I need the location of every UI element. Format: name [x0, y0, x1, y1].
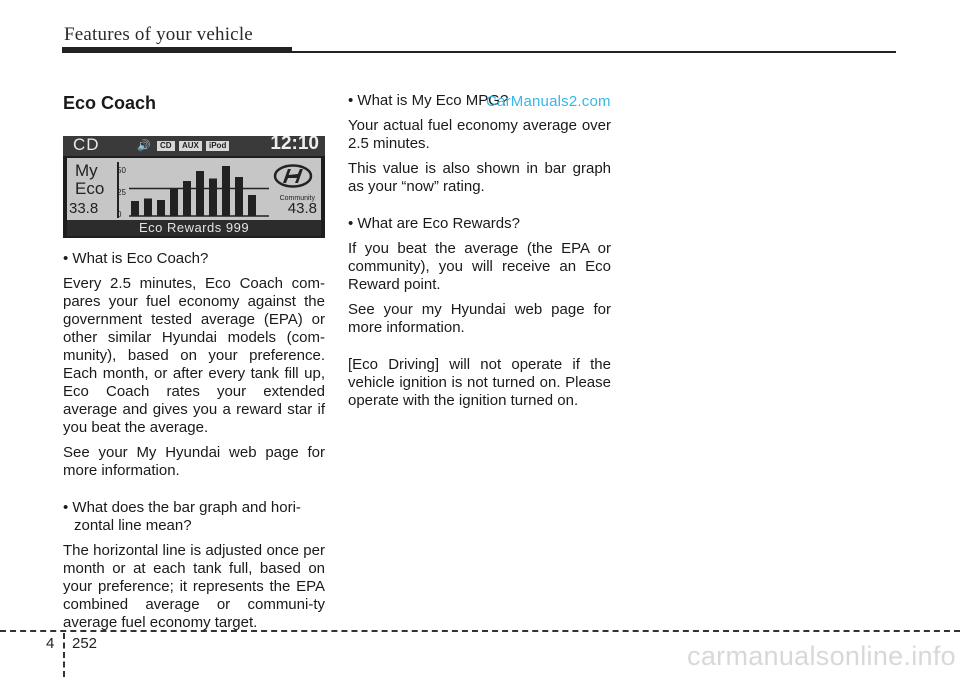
scale-label-top: 50	[117, 166, 126, 175]
my-eco-label	[75, 162, 104, 198]
watermark: CarManuals2.com	[486, 93, 611, 110]
display-tag-ipod: iPod	[206, 141, 229, 151]
header-title: Features of your vehicle	[64, 24, 253, 45]
display-body	[67, 158, 321, 236]
my-eco-line2: Eco	[75, 179, 105, 198]
question-bar-graph: • What does the bar graph and hori-zontal line mean?	[63, 499, 301, 534]
eco-coach-display	[63, 136, 325, 238]
paragraph-now-rating: This value is also shown in bar graph as your “now” rating.	[348, 160, 611, 195]
eco-bar-6	[196, 171, 204, 216]
paragraph-my-hyundai-info: See your my Hyundai web page for more information.	[348, 301, 611, 336]
section-title: Eco Coach	[63, 93, 157, 113]
my-eco-value: 33.8	[69, 200, 99, 217]
scale-label-mid: 25	[117, 188, 126, 197]
footer-rule	[0, 630, 960, 632]
eco-rewards-bar: Eco Rewards 999	[67, 220, 321, 236]
question-what-is-eco-coach: • What is Eco Coach?	[63, 250, 209, 267]
header-rule-thick	[62, 47, 292, 53]
eco-bar-2	[144, 199, 152, 217]
speaker-icon: 🔊	[137, 140, 151, 152]
display-time: 12:10	[270, 136, 319, 154]
page-number: 252	[72, 635, 98, 652]
paragraph-eco-reward-point: If you beat the average (the EPA or community), you will receive an Eco Reward point.	[348, 240, 611, 293]
community-label: Community	[279, 195, 315, 202]
community-value: 43.8	[287, 200, 317, 217]
question-eco-rewards: • What are Eco Rewards?	[348, 215, 520, 232]
display-mode: CD	[73, 136, 100, 154]
left-column	[63, 92, 325, 639]
eco-bar-graph	[117, 162, 269, 218]
hyundai-logo-icon	[273, 164, 313, 188]
paragraph-eco-coach-description: Every 2.5 minutes, Eco Coach com-pares your fuel economy against the government tested average (EPA) or other similar Hyundai models (com-munity), based on your preference. Each month, or after every tank fill up, Eco Coach rates your extended average and gives you a reward star if you beat the average.	[63, 275, 325, 436]
eco-bar-4	[170, 189, 178, 217]
eco-bar-8	[222, 166, 230, 216]
eco-bar-9	[235, 177, 243, 216]
right-column	[348, 92, 611, 417]
footer-site-watermark: carmanualsonline.info	[687, 641, 956, 671]
paragraph-eco-driving-note: [Eco Driving] will not operate if the vehicle ignition is not turned on. Please operate with the ignition turned on.	[348, 356, 611, 409]
footer-vertical-rule	[63, 633, 65, 677]
paragraph-web-page-info: See your My Hyundai web page for more information.	[63, 444, 325, 479]
header-rule	[290, 51, 896, 53]
eco-bar-5	[183, 181, 191, 216]
display-tag-aux: AUX	[179, 141, 202, 151]
eco-bar-7	[209, 179, 217, 217]
my-eco-line1: My	[75, 161, 98, 180]
eco-bar-1	[131, 201, 139, 216]
scale-label-bottom: 0	[117, 210, 122, 219]
chapter-number: 4	[46, 635, 55, 652]
bars-svg	[129, 162, 269, 218]
eco-bar-10	[248, 195, 256, 216]
paragraph-fuel-economy-average: Your actual fuel economy average over 2.5 minutes.	[348, 117, 611, 152]
paragraph-horizontal-line: The horizontal line is adjusted once per month or at each tank full, based on your preference; it represents the EPA combined average or communi-ty average fuel economy target.	[63, 542, 325, 631]
question-my-eco-mpg: • What is My Eco MPG?	[348, 92, 509, 109]
display-tag-cd: CD	[157, 141, 175, 151]
eco-bar-3	[157, 200, 165, 216]
